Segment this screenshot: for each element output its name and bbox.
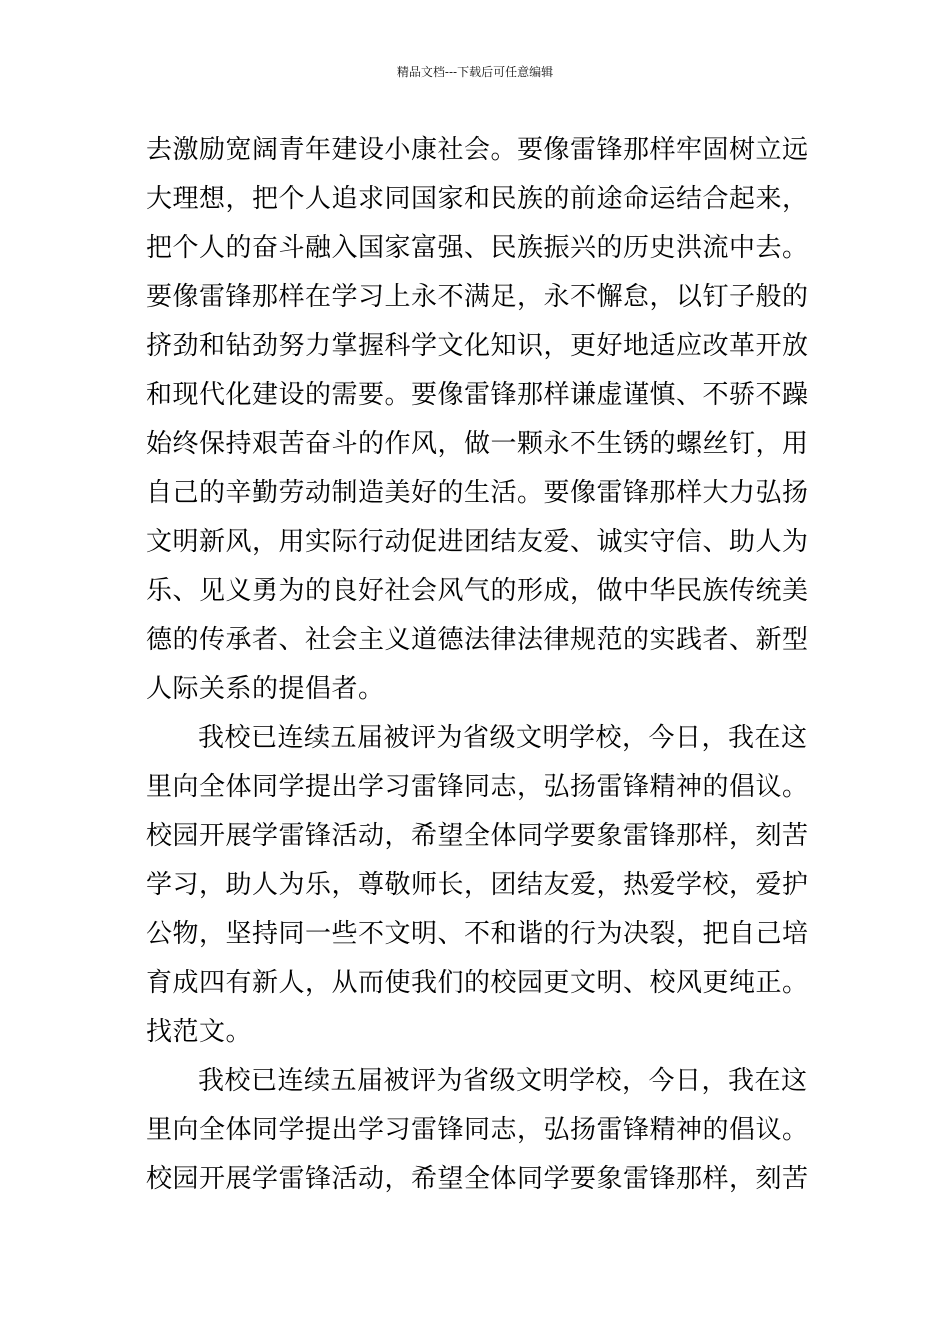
text-line: 里向全体同学提出学习雷锋同志，弘扬雷锋精神的倡议。: [146, 772, 809, 802]
text-line: 里向全体同学提出学习雷锋同志，弘扬雷锋精神的倡议。: [146, 1115, 809, 1145]
text-line: 挤劲和钻劲努力掌握科学文化知识，更好地适应改革开放: [146, 331, 809, 361]
paragraph-first-line: 我校已连续五届被评为省级文明学校，今日，我在这: [198, 1066, 808, 1096]
paragraph-first-line: 我校已连续五届被评为省级文明学校，今日，我在这: [198, 723, 808, 753]
text-line: 公物，坚持同一些不文明、不和谐的行为决裂，把自己培: [146, 919, 809, 949]
text-line: 校园开展学雷锋活动，希望全体同学要象雷锋那样，刻苦: [146, 821, 809, 851]
text-line: 把个人的奋斗融入国家富强、民族振兴的历史洪流中去。: [146, 233, 809, 263]
document-body: [146, 126, 809, 1204]
text-line: 大理想，把个人追求同国家和民族的前途命运结合起来，: [146, 184, 809, 214]
page-header: 精品文档---下载后可任意编辑: [396, 65, 554, 79]
text-line: 乐、见义勇为的良好社会风气的形成，做中华民族传统美: [146, 576, 809, 606]
text-line: 要像雷锋那样在学习上永不满足，永不懈怠，以钉子般的: [146, 282, 809, 312]
text-line: 找范文。: [146, 1017, 253, 1047]
text-line: 校园开展学雷锋活动，希望全体同学要象雷锋那样，刻苦: [146, 1164, 809, 1194]
text-line: 人际关系的提倡者。: [146, 674, 385, 704]
text-line: 文明新风，用实际行动促进团结友爱、诚实守信、助人为: [146, 527, 809, 557]
text-line: 始终保持艰苦奋斗的作风，做一颗永不生锈的螺丝钉，用: [146, 429, 809, 459]
text-line: 去激励宽阔青年建设小康社会。要像雷锋那样牢固树立远: [146, 135, 809, 165]
text-line: 和现代化建设的需要。要像雷锋那样谦虚谨慎、不骄不躁: [146, 380, 809, 410]
text-line: 育成四有新人，从而使我们的校园更文明、校风更纯正。: [146, 968, 809, 998]
text-line: 德的传承者、社会主义道德法律法律规范的实践者、新型: [146, 625, 809, 655]
text-line: 自己的辛勤劳动制造美好的生活。要像雷锋那样大力弘扬: [146, 478, 809, 508]
text-line: 学习，助人为乐，尊敬师长，团结友爱，热爱学校，爱护: [146, 870, 809, 900]
